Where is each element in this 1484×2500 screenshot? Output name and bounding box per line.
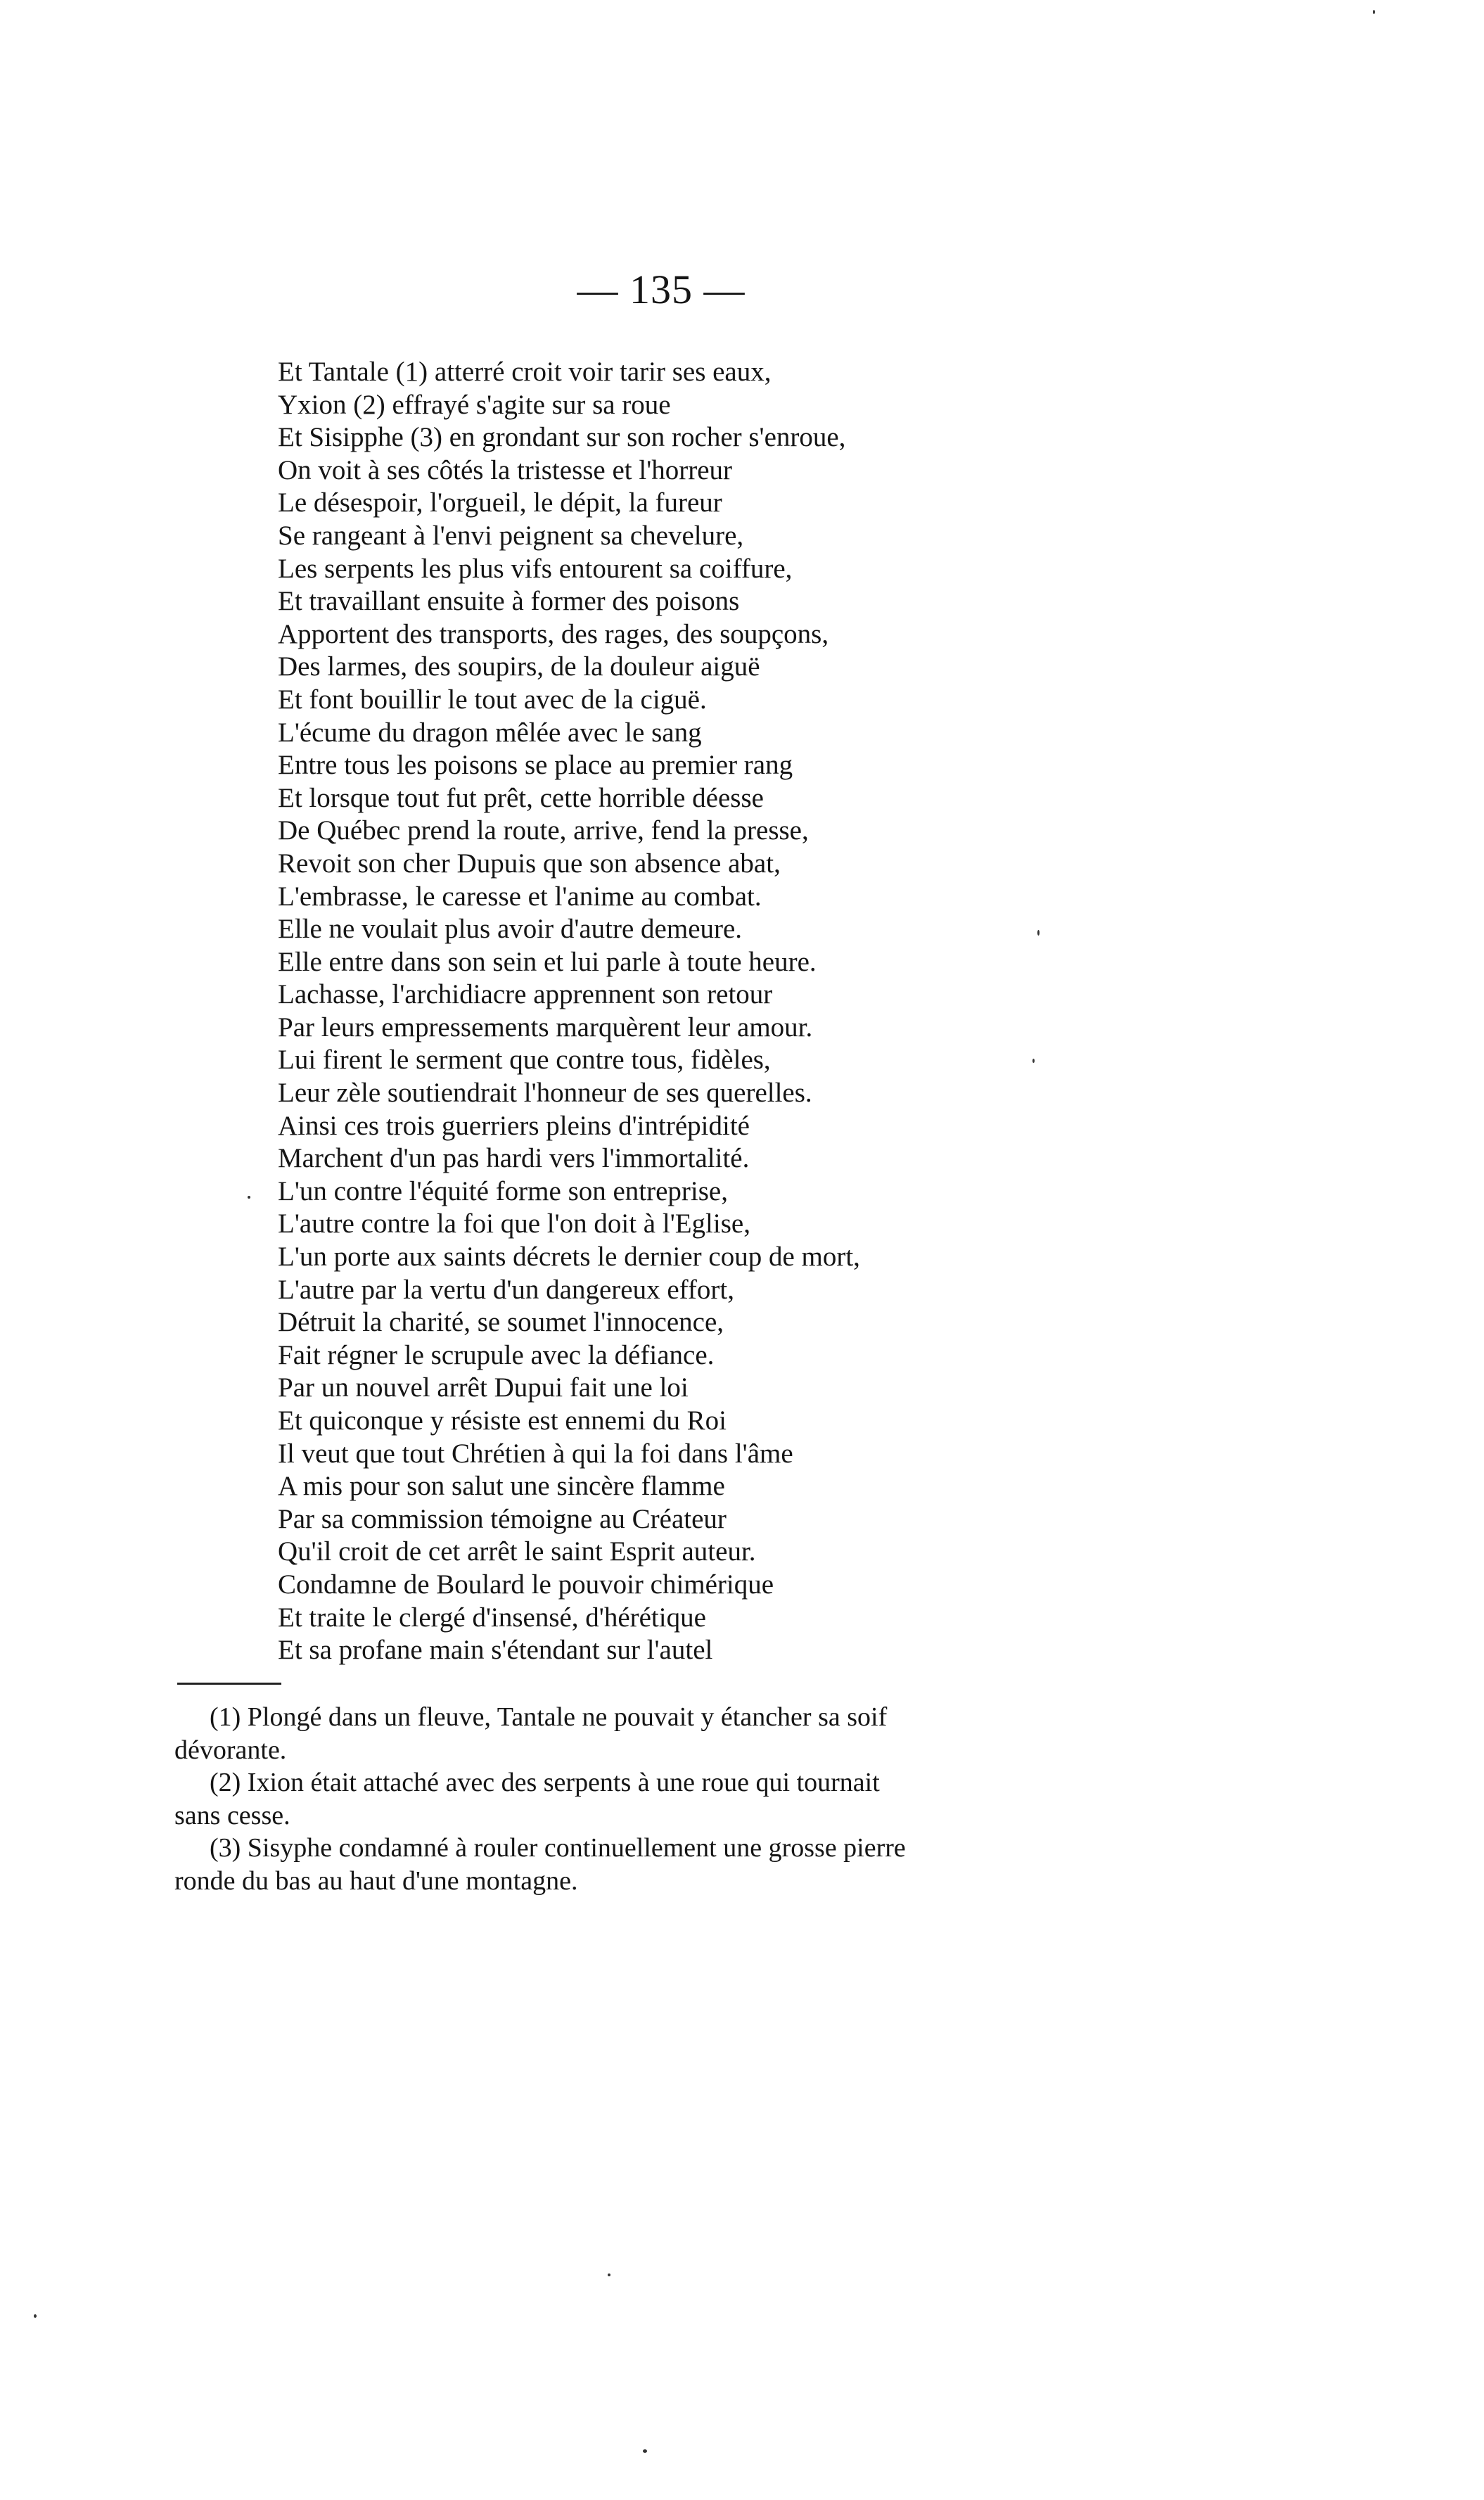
paper-speck [34, 2314, 37, 2318]
footnote-3 [174, 1832, 1159, 1897]
footnote-divider [177, 1683, 281, 1685]
poem-line: Et sa profane main s'étendant sur l'autel [278, 1635, 713, 1666]
poem-line: Les serpents les plus vifs entourent sa coiffure, [278, 553, 793, 584]
poem-line: Et font bouillir le tout avec de la ciguë. [278, 684, 707, 715]
poem-line: On voit à ses côtés la tristesse et l'horreur [278, 454, 733, 485]
poem-line: Et lorsque tout fut prêt, cette horrible déesse [278, 782, 764, 813]
poem-line: Lachasse, l'archidiacre apprennent son retour [278, 979, 773, 1010]
poem-line: Des larmes, des soupirs, de la douleur aiguë [278, 651, 760, 682]
poem-line: Elle entre dans son sein et lui parle à toute heure. [278, 946, 817, 977]
poem-line: Fait régner le scrupule avec la défiance. [278, 1339, 715, 1370]
page-number: — 135 — [577, 267, 746, 312]
poem-line: Entre tous les poisons se place au premier rang [278, 750, 793, 781]
paper-speck [608, 2273, 610, 2276]
poem-line: Lui firent le serment que contre tous, fidèles, [278, 1045, 771, 1076]
poem-line: Et Sisipphe (3) en grondant sur son rocher s'enroue, [278, 422, 846, 453]
poem-line: Condamne de Boulard le pouvoir chimérique [278, 1569, 774, 1600]
poem-line: Ainsi ces trois guerriers pleins d'intrépidité [278, 1110, 750, 1141]
footnotes [174, 1701, 1159, 1897]
poem-line: Par leurs empressements marquèrent leur amour. [278, 1012, 813, 1042]
poem-line: L'embrasse, le caresse et l'anime au combat. [278, 881, 762, 912]
footnote-text: ronde du bas au haut d'une montagne. [174, 1866, 578, 1896]
paper-speck [1373, 10, 1375, 14]
poem-line: L'un porte aux saints décrets le dernier coup de mort, [278, 1242, 860, 1273]
poem-line: A mis pour son salut une sincère flamme [278, 1471, 725, 1502]
poem-line: Et travaillant ensuite à former des poisons [278, 586, 740, 617]
paper-speck [1037, 930, 1040, 936]
poem-line: L'autre contre la foi que l'on doit à l'Eglise, [278, 1208, 750, 1239]
poem-line: Leur zèle soutiendrait l'honneur de ses querelles. [278, 1078, 812, 1109]
poem-line: Marchent d'un pas hardi vers l'immortalité. [278, 1143, 750, 1174]
poem-line: L'écume du dragon mêlée avec le sang [278, 717, 702, 748]
footnote-text: sans cesse. [174, 1800, 290, 1830]
paper-speck [1032, 1059, 1035, 1063]
poem-line: Qu'il croit de cet arrêt le saint Esprit auteur. [278, 1536, 756, 1567]
poem-line: Et traite le clergé d'insensé, d'hérétique [278, 1602, 706, 1633]
poem-line: L'un contre l'équité forme son entreprise, [278, 1175, 728, 1206]
poem-line: Le désespoir, l'orgueil, le dépit, la fureur [278, 487, 722, 518]
poem-body [278, 356, 1333, 1667]
poem-line: Yxion (2) effrayé s'agite sur sa roue [278, 389, 671, 420]
poem-line: Il veut que tout Chrétien à qui la foi dans l'âme [278, 1438, 793, 1469]
poem-line: Se rangeant à l'envi peignent sa chevelure, [278, 520, 744, 551]
poem-line: L'autre par la vertu d'un dangereux effort, [278, 1274, 734, 1305]
paper-speck [643, 2449, 647, 2453]
poem-line: Elle ne voulait plus avoir d'autre demeure. [278, 914, 743, 945]
poem-line: Et quiconque y résiste est ennemi du Roi [278, 1405, 727, 1436]
footnote-text: (3) Sisyphe condamné à rouler continuellement une grosse pierre [210, 1833, 906, 1863]
poem-line: Détruit la charité, se soumet l'innocence, [278, 1307, 724, 1338]
poem-line: De Québec prend la route, arrive, fend la presse, [278, 815, 809, 846]
footnote-1 [174, 1701, 1159, 1766]
footnote-text: (1) Plongé dans un fleuve, Tantale ne pouvait y étancher sa soif [210, 1702, 888, 1732]
poem-line: Par sa commission témoigne au Créateur [278, 1503, 727, 1534]
poem-line: Et Tantale (1) atterré croit voir tarir ses eaux, [278, 357, 772, 387]
footnote-text: (2) Ixion était attaché avec des serpents à une roue qui tournait [210, 1768, 880, 1797]
poem-line: Par un nouvel arrêt Dupui fait une loi [278, 1372, 689, 1403]
footnote-2 [174, 1766, 1159, 1832]
footnote-text: dévorante. [174, 1735, 287, 1765]
paper-speck [248, 1196, 250, 1199]
poem-line: Apportent des transports, des rages, des soupçons, [278, 618, 829, 649]
poem-line: Revoit son cher Dupuis que son absence abat, [278, 848, 781, 879]
